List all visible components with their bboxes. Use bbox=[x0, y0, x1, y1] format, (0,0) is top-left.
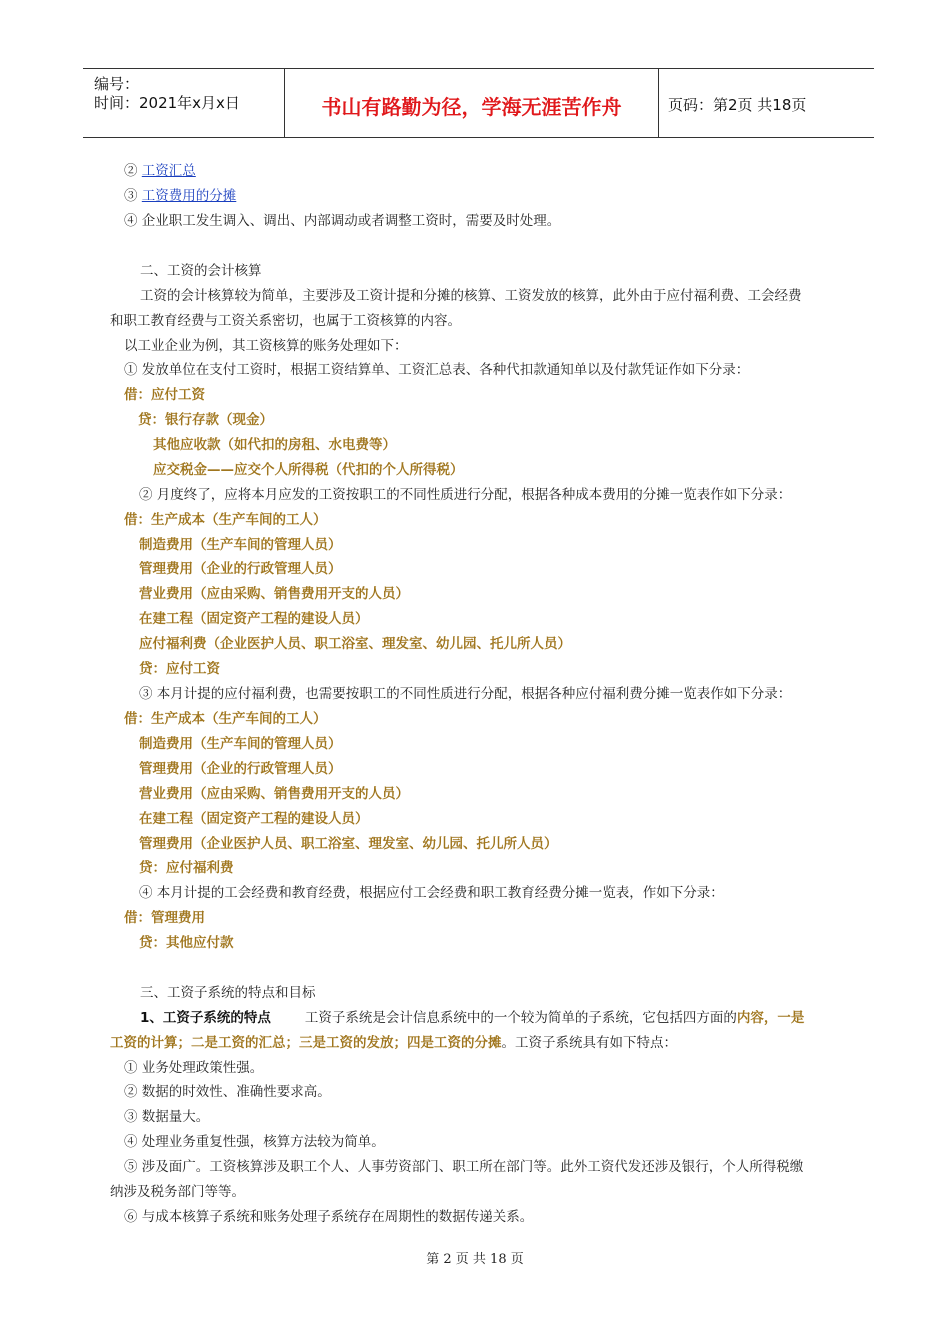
sub1-tail: 。工资子系统具有如下特点： bbox=[501, 1035, 677, 1051]
list-item-4: ④ 企业职工发生调入、调出、内部调动或者调整工资时，需要及时处理。 bbox=[124, 213, 561, 229]
journal-line: 借：管理费用 bbox=[124, 910, 205, 926]
page-footer: 第 2 页 共 18 页 bbox=[426, 1252, 524, 1267]
journal-line: 贷：应付工资 bbox=[139, 661, 220, 677]
section3-heading: 三、工资子系统的特点和目标 bbox=[140, 985, 316, 1001]
step-3: ③ 本月计提的应付福利费，也需要按职工的不同性质进行分配，根据各种应付福利费分摊一览表作如下分录： bbox=[139, 686, 792, 702]
doc-time-label: 时间：2021年x月x日 bbox=[94, 94, 240, 112]
sub1-highlight: 内容，一是 bbox=[736, 1010, 805, 1026]
list-item-3 bbox=[124, 186, 236, 206]
step-1: ① 发放单位在支付工资时，根据工资结算单、工资汇总表、各种代扣款通知单以及付款凭证作如下分录： bbox=[124, 362, 750, 378]
step-4: ④ 本月计提的工会经费和教育经费，根据应付工会经费和职工教育经费分摊一览表，作如下分录： bbox=[139, 885, 724, 901]
section3-sub1-line bbox=[140, 1008, 804, 1028]
feature-point: ① 业务处理政策性强。 bbox=[124, 1060, 264, 1076]
journal-line: 管理费用（企业医护人员、职工浴室、理发室、幼儿园、托儿所人员） bbox=[139, 836, 558, 852]
header-info-cell bbox=[83, 69, 284, 137]
feature-point: ⑤ 涉及面广。工资核算涉及职工个人、人事劳资部门、职工所在部门等。此外工资代发还涉及银行，个人所得税缴 bbox=[124, 1159, 804, 1175]
doc-number-label: 编号： bbox=[94, 75, 140, 93]
journal-line: 贷：应付福利费 bbox=[139, 860, 234, 876]
step-2: ② 月度终了，应将本月应发的工资按职工的不同性质进行分配，根据各种成本费用的分摊一览表作如下分录： bbox=[139, 487, 792, 503]
section2-paragraph-line: 和职工教育经费与工资关系密切，也属于工资核算的内容。 bbox=[110, 313, 461, 329]
sub1-highlight: 工资的计算；二是工资的汇总；三是工资的发放；四是工资的分摊 bbox=[110, 1035, 502, 1051]
journal-line: 借：生产成本（生产车间的工人） bbox=[124, 512, 327, 528]
header-motto: 书山有路勤为径，学海无涯苦作舟 bbox=[321, 95, 622, 119]
journal-line: 应交税金——应交个人所得税（代扣的个人所得税） bbox=[153, 462, 464, 478]
feature-point: ② 数据的时效性、准确性要求高。 bbox=[124, 1084, 331, 1100]
list-marker: ② bbox=[124, 163, 142, 179]
journal-line: 在建工程（固定资产工程的建设人员） bbox=[139, 811, 369, 827]
page-header bbox=[83, 68, 874, 138]
section3-sub1-line bbox=[110, 1033, 677, 1053]
section2-heading: 二、工资的会计核算 bbox=[140, 263, 262, 279]
journal-line: 营业费用（应由采购、销售费用开支的人员） bbox=[139, 586, 409, 602]
journal-line: 营业费用（应由采购、销售费用开支的人员） bbox=[139, 786, 409, 802]
journal-line: 制造费用（生产车间的管理人员） bbox=[139, 537, 342, 553]
header-page-label: 页码：第2页 共18页 bbox=[668, 96, 807, 114]
sub1-title: 1、工资子系统的特点 bbox=[140, 1010, 271, 1026]
feature-point: ④ 处理业务重复性强，核算方法较为简单。 bbox=[124, 1134, 385, 1150]
journal-line: 借：生产成本（生产车间的工人） bbox=[124, 711, 327, 727]
journal-line: 在建工程（固定资产工程的建设人员） bbox=[139, 611, 369, 627]
journal-line: 其他应收款（如代扣的房租、水电费等） bbox=[153, 437, 396, 453]
header-page-cell bbox=[658, 69, 874, 137]
section2-paragraph-line: 工资的会计核算较为简单，主要涉及工资计提和分摊的核算、工资发放的核算，此外由于应付福利费、工会经费 bbox=[140, 288, 802, 304]
journal-line: 贷：其他应付款 bbox=[139, 935, 234, 951]
link-wage-allocation[interactable]: 工资费用的分摊 bbox=[141, 188, 237, 204]
journal-line: 管理费用（企业的行政管理人员） bbox=[139, 761, 342, 777]
sub1-text: 工资子系统是会计信息系统中的一个较为简单的子系统，它包括四方面的 bbox=[304, 1010, 737, 1026]
list-marker: ③ bbox=[124, 188, 142, 204]
feature-point: ③ 数据量大。 bbox=[124, 1109, 210, 1125]
journal-line: 管理费用（企业的行政管理人员） bbox=[139, 561, 342, 577]
list-item-2 bbox=[124, 161, 196, 181]
link-wage-summary[interactable]: 工资汇总 bbox=[141, 163, 196, 179]
journal-line: 制造费用（生产车间的管理人员） bbox=[139, 736, 342, 752]
journal-line: 应付福利费（企业医护人员、职工浴室、理发室、幼儿园、托儿所人员） bbox=[139, 636, 571, 652]
header-motto-cell bbox=[284, 69, 659, 137]
journal-line: 贷：银行存款（现金） bbox=[138, 412, 273, 428]
feature-point-continuation: 纳涉及税务部门等等。 bbox=[110, 1184, 245, 1200]
feature-point: ⑥ 与成本核算子系统和账务处理子系统存在周期性的数据传递关系。 bbox=[124, 1209, 534, 1225]
journal-line: 借：应付工资 bbox=[124, 387, 205, 403]
section2-intro: 以工业企业为例，其工资核算的账务处理如下： bbox=[124, 338, 408, 354]
